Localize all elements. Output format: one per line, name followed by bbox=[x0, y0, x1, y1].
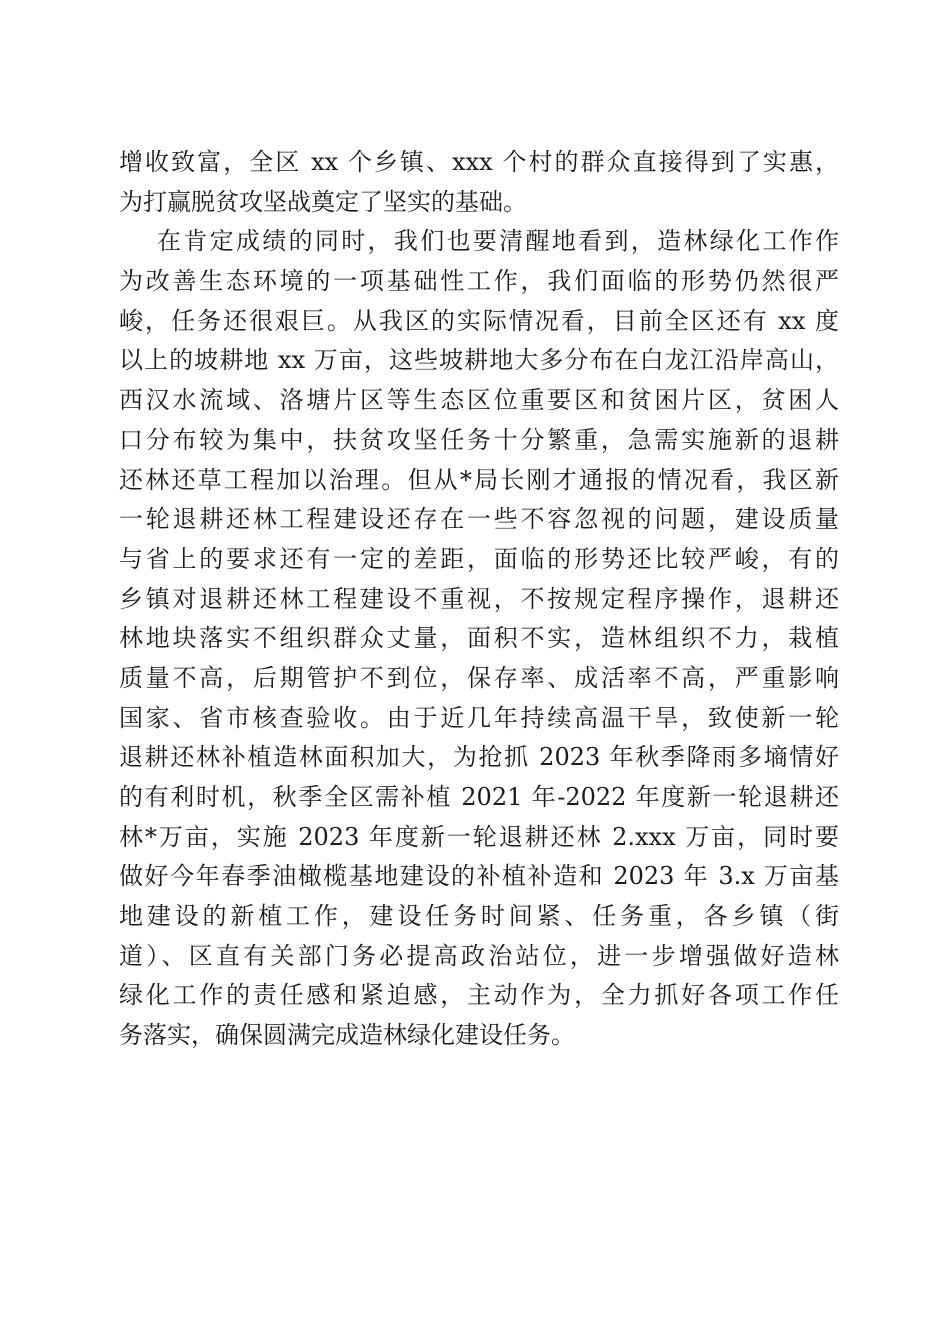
text-line: 做好今年春季油橄榄基地建设的补植补造和 2023 年 3.x 万亩基 bbox=[119, 862, 839, 891]
text-line: 绿化工作的责任感和紧迫感，主动作为，全力抓好各项工作任 bbox=[119, 981, 839, 1010]
text-line: 林地块落实不组织群众丈量，面积不实，造林组织不力，栽植 bbox=[119, 624, 839, 653]
text-line: 退耕还林补植造林面积加大，为抢抓 2023 年秋季降雨多墒情好 bbox=[119, 743, 839, 772]
text-line: 峻，任务还很艰巨。从我区的实际情况看，目前全区还有 xx 度 bbox=[119, 306, 839, 335]
document-body bbox=[119, 143, 839, 1056]
text-line: 以上的坡耕地 xx 万亩，这些坡耕地大多分布在白龙江沿岸高山， bbox=[119, 346, 839, 375]
text-line: 乡镇对退耕还林工程建设不重视，不按规定程序操作，退耕还 bbox=[119, 584, 839, 613]
text-line: 地建设的新植工作，建设任务时间紧、任务重，各乡镇（街 bbox=[119, 902, 839, 931]
text-line: 增收致富，全区 xx 个乡镇、xxx 个村的群众直接得到了实惠， bbox=[119, 148, 839, 176]
text-line: 道）、区直有关部门务必提高政治站位，进一步增强做好造林 bbox=[119, 941, 839, 970]
text-line: 国家、省市核查验收。由于近几年持续高温干旱，致使新一轮 bbox=[119, 703, 839, 732]
text-line: 一轮退耕还林工程建设还存在一些不容忽视的问题，建设质量 bbox=[119, 505, 839, 534]
text-line: 与省上的要求还有一定的差距，面临的形势还比较严峻，有的 bbox=[119, 544, 839, 573]
text-line: 务落实，确保圆满完成造林绿化建设任务。 bbox=[119, 1021, 575, 1050]
paragraph-2 bbox=[119, 222, 839, 1055]
paragraph-1 bbox=[119, 143, 839, 222]
text-line: 质量不高，后期管护不到位，保存率、成活率不高，严重影响 bbox=[119, 663, 839, 692]
text-line: 为打赢脱贫攻坚战奠定了坚实的基础。 bbox=[119, 187, 527, 216]
text-line: 还林还草工程加以治理。但从*局长刚才通报的情况看，我区新 bbox=[119, 465, 839, 494]
text-line: 口分布较为集中，扶贫攻坚任务十分繁重，急需实施新的退耕 bbox=[119, 425, 839, 454]
text-line: 在肯定成绩的同时，我们也要清醒地看到，造林绿化工作作 bbox=[157, 227, 839, 256]
text-line: 为改善生态环境的一项基础性工作，我们面临的形势仍然很严 bbox=[119, 267, 839, 296]
text-line: 的有利时机，秋季全区需补植 2021 年-2022 年度新一轮退耕还 bbox=[119, 783, 839, 811]
text-line: 西汉水流域、洛塘片区等生态区位重要区和贫困片区，贫困人 bbox=[119, 386, 839, 415]
text-line: 林*万亩，实施 2023 年度新一轮退耕还林 2.xxx 万亩，同时要 bbox=[119, 822, 839, 851]
